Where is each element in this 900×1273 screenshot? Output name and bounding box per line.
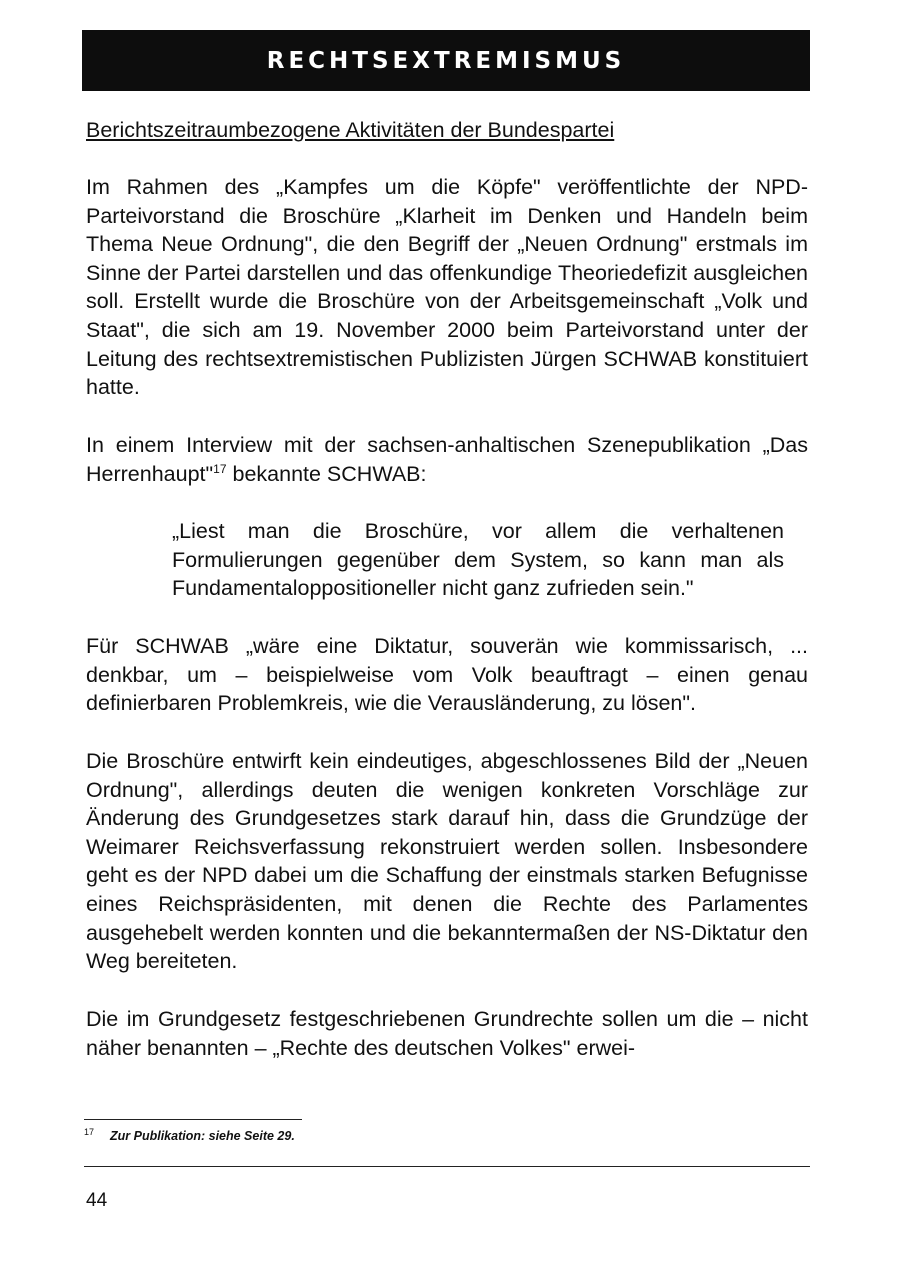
paragraph-5: Die im Grundgesetz festgeschriebenen Grundrechte sollen um die – nicht näher benannten – „Rechte des deutschen Volkes" erwei-	[86, 1007, 808, 1060]
section-heading: Berichtszeitraumbezogene Aktivitäten der Bundespartei	[86, 118, 615, 142]
running-header	[82, 30, 810, 91]
page-number: 44	[86, 1190, 108, 1211]
paragraph-1: Im Rahmen des „Kampfes um die Köpfe" veröffentlichte der NPD-Parteivorstand die Broschüre „Klarheit im Denken und Handeln beim Thema Neue Ordnung", die den Begriff der „Neuen Ordnung" erstmals im Sinne der Partei darstellen und das offenkundige Theoriedefizit ausgleichen soll. Erstellt wurde die Broschüre von der Arbeitsgemeinschaft „Volk und Staat", die sich am 19. November 2000 beim Parteivorstand unter der Leitung des rechtsextremistischen Publizisten Jürgen SCHWAB konstituiert hatte.	[86, 175, 808, 400]
footnote-text: Zur Publikation: siehe Seite 29.	[110, 1129, 295, 1143]
paragraph-2	[86, 431, 808, 488]
running-header-title: RECHTSEXTREMISMUS	[266, 47, 626, 74]
footnote-reference: 17	[213, 461, 227, 476]
paragraph-3: Für SCHWAB „wäre eine Diktatur, souverän wie kommissarisch, ... denkbar, um – beispielweise vom Volk beauftragt – einen genau definierbaren Problemkreis, wie die Verausländerung, zu lösen".	[86, 634, 808, 716]
footnote-divider	[84, 1119, 302, 1120]
page-footer-rule	[84, 1166, 810, 1167]
paragraph-4: Die Broschüre entwirft kein eindeutiges, abgeschlossenes Bild der „Neuen Ordnung", allerdings deuten die wenigen konkreten Vorschläge zur Änderung des Grundgesetzes stark darauf hin, dass die Grundzüge der Weimarer Reichsverfassung rekonstruiert werden sollen. Insbesondere geht es der NPD dabei um die Schaffung der einstmals starken Befugnisse eines Reichspräsidenten, mit denen die Rechte des Parlamentes ausgehebelt werden konnten und die bekanntermaßen der NS-Diktatur den Weg bereiteten.	[86, 749, 808, 974]
footnote-number: 17	[84, 1126, 95, 1137]
footnote	[84, 1126, 295, 1143]
paragraph-2-tail: bekannte SCHWAB:	[226, 461, 427, 486]
paragraph-2-text: In einem Interview mit der sachsen-anhaltischen Szenepublikation „Das Herrenhaupt"	[86, 433, 808, 486]
block-quote: „Liest man die Broschüre, vor allem die verhaltenen Formulierungen gegenüber dem System, so kann man als Fundamentaloppositioneller nicht ganz zufrieden sein."	[172, 519, 784, 601]
